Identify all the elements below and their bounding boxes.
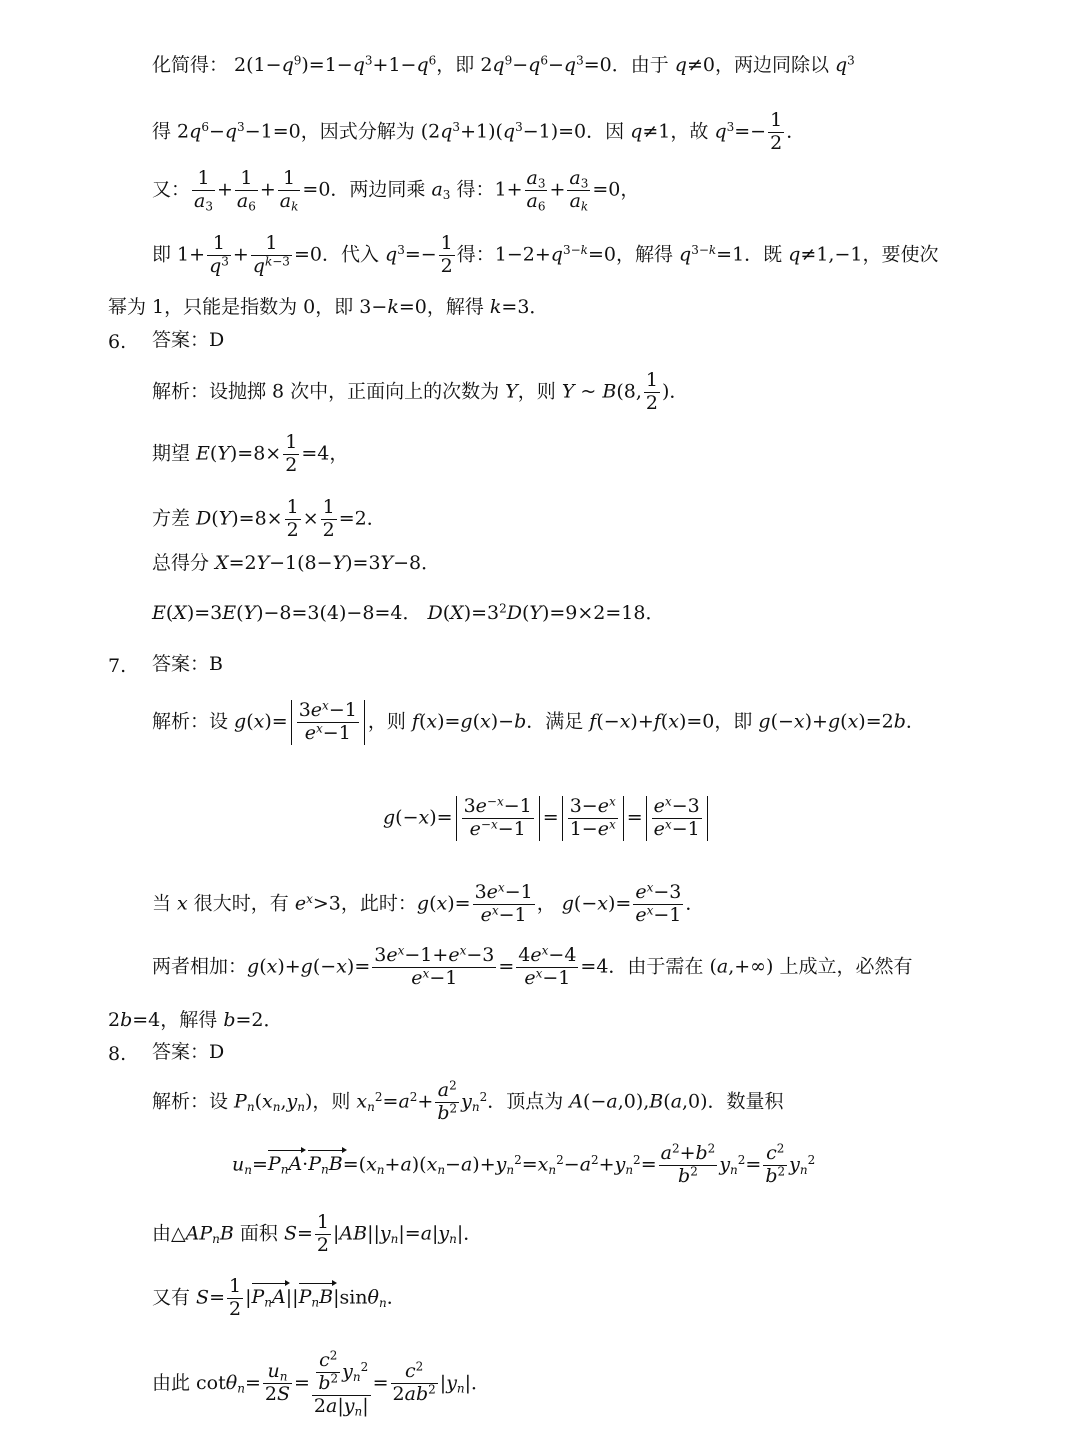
q8-analysis-5: 由此 cotθ$_n$= $\frac{u_n}{2S}$ = $\frac{c^2}{b^2}$ $y_n^2$ $2a|y_n|$ = $\frac{c^2}{2ab^2}$ $|y_n|$． [152,1348,491,1419]
line-2: 得 $2q^6-q^3-1=0$，因式分解为 $(2q^3+1)(q^3-1)=0$．因 q≠1，故 $q^3=-$ $\frac{1}{2}$ ． [152,109,806,154]
q8-analysis-2: $u_n=P_nA\cdot P_nB=(x_n+a)(x_n-a)+y_n^2=x_n^2-a^2+y_n^2=$ $\frac{a^2+b^2}{b^2}$ $y_n^2=$ $\frac{c^2}{b^2}$ $y_n^2$ [232,1141,816,1187]
q8-analysis-4: 又有 S= $\frac{1}{2}$ $|P_nA||P_nB|\sin\theta_n$． [152,1275,406,1320]
q7-analysis-2: g(−x)= $\frac{3e^{-x}-1}{e^{-x}-1}$ = $\frac{3-e^x}{1-e^x}$ = $\frac{e^x-3}{e^x-1}$ [383,796,711,841]
q8-answer: 答案：D [152,1041,225,1063]
q7-analysis-1: 解析：设 g(x)= $\frac{3e^x-1}{e^x-1}$ ，则 f(x)=g(x)−b．满足 f(−x)+f(x)=0，即 g(−x)+g(x)=2b． [152,698,925,744]
q8-number: 8. [108,1043,127,1065]
q6-answer: 答案：D [152,329,225,351]
q6-analysis-4: 总得分 X=2Y−1(8−Y)=3Y−8． [152,552,441,574]
q6-analysis-1: 解析：设抛掷 8 次中，正面向上的次数为 Y，则 Y ~ B(8, $\frac{1}{2}$ )． [152,369,689,414]
q6-analysis-3: 方差 D(Y)=8× $\frac{1}{2}$ × $\frac{1}{2}$ =2． [152,496,386,541]
q7-analysis-3: 当 x 很大时，有 $e^x>3$，此时：g(x)= $\frac{3e^x-1}{e^x-1}$ ， g(−x)= $\frac{e^x-3}{e^x-1}$ ． [152,880,705,926]
line-5: 幂为 1，只能是指数为 0，即 3−k=0，解得 k=3． [108,296,549,318]
line-3: 又： $\frac{1}{a_3}$ + $\frac{1}{a_6}$ + $\frac{1}{a_k}$ =0．两边同乘 $a_3$ 得：1+ $\frac{a_3}{a_6}$ + $\frac{a_3}{a_k}$ =0， [152,167,640,214]
q7-analysis-5: 2b=4，解得 b=2． [108,1009,283,1031]
q8-analysis-1: 解析：设 $P_n(x_n,y_n)$，则 $x_n^2=a^2+$ $\frac{a^2}{b^2}$ $y_n^2$．顶点为 A(−a,0),B(a,0)．数量积 [152,1078,784,1124]
q8-analysis-3: 由$\triangle AP_nB$ 面积 S= $\frac{1}{2}$ $|AB||y_n|=a|y_n|$． [152,1211,483,1256]
q7-analysis-4: 两者相加：g(x)+g(−x)= $\frac{3e^x-1+e^x-3}{e^x-1}$ = $\frac{4e^x-4}{e^x-1}$ =4．由于需在 (a,+∞) 上成立，必然有 [152,943,913,989]
q6-analysis-5: E(X)=3E(Y)−8=3(4)−8=4． $D(X)=3^2D(Y)=9\times 2=18$． [152,601,665,624]
q7-answer: 答案：B [152,653,223,675]
q6-number: 6. [108,331,127,353]
q7-number: 7. [108,655,127,677]
q6-analysis-2: 期望 E(Y)=8× $\frac{1}{2}$ =4， [152,431,349,476]
line-4: 即 1+ $\frac{1}{q^3}$ + $\frac{1}{q^{k-3}}$ =0．代入 $q^3=-$ $\frac{1}{2}$ 得：$1-2+q^{3-k}=0$，解得 $q^{3-k}=1$．既 q≠1,−1，要使次 [152,232,939,277]
line-1: 化简得： $2(1-q^9)=1-q^3+1-q^6$，即 $2q^9-q^6-q^3=0$．由于 q≠0，两边同除以 $q^3$ [152,53,855,76]
